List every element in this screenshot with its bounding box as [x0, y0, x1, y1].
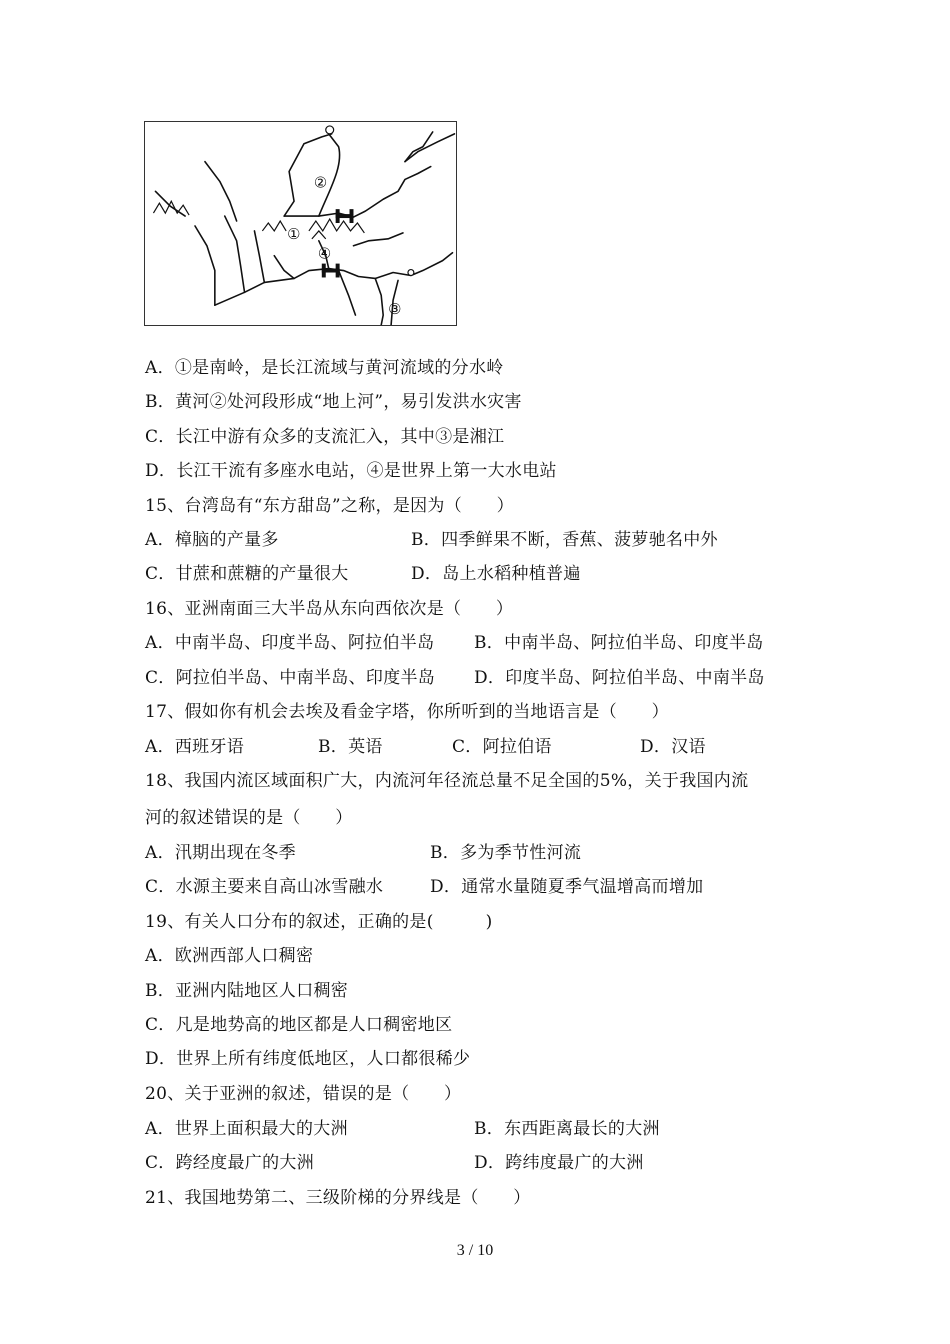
q14-option-a: A．①是南岭，是长江流域与黄河流域的分水岭: [145, 358, 504, 378]
page-number: 3 / 10: [456, 1242, 494, 1259]
q20-option-c: C．跨经度最广的大洲: [145, 1153, 315, 1173]
q16-option-b: B．中南半岛、阿拉伯半岛、印度半岛: [474, 633, 764, 653]
river-map-figure: [144, 121, 457, 326]
q17-option-d: D．汉语: [640, 737, 706, 757]
q19-option-c: C．凡是地势高的地区都是人口稠密地区: [145, 1015, 453, 1035]
map-label-2: ②: [313, 173, 328, 192]
q15-stem: 15、台湾岛有“东方甜岛”之称，是因为（ ）: [145, 496, 514, 516]
q20-stem: 20、关于亚洲的叙述，错误的是（ ）: [145, 1084, 462, 1104]
map-label-1: ①: [287, 224, 301, 243]
coast: [405, 134, 455, 162]
q17-option-c: C．阿拉伯语: [452, 737, 552, 757]
q19-option-a: A．欧洲西部人口稠密: [145, 946, 314, 966]
q19-option-b: B．亚洲内陆地区人口稠密: [145, 981, 349, 1001]
q14-option-c: C．长江中游有众多的支流汇入，其中③是湘江: [145, 427, 505, 447]
tributary-3: [254, 231, 264, 282]
map-label-3: ③: [388, 300, 402, 319]
tributary-7: [353, 233, 403, 246]
dams: [322, 209, 354, 277]
q15-option-a: A．樟脑的产量多: [145, 530, 279, 550]
yangtze-river: [215, 253, 453, 305]
q18-stem-line1: 18、我国内流区域面积广大，内流河年径流总量不足全国的5%，关于我国内流: [145, 771, 749, 791]
tributary-12: [339, 271, 356, 316]
q15-option-d: D．岛上水稻种植普遍: [411, 564, 581, 584]
q18-option-b: B．多为季节性河流: [430, 843, 582, 863]
tributary-9: [205, 162, 237, 221]
q18-option-c: C．水源主要来自高山冰雪融水: [145, 877, 384, 897]
q18-stem-line2: 河的叙述错误的是（ ）: [145, 808, 353, 828]
q15-option-b: B．四季鲜果不断，香蕉、菠萝驰名中外: [411, 530, 718, 550]
q15-option-c: C．甘蔗和蔗糖的产量很大: [145, 564, 349, 584]
q20-option-d: D．跨纬度最广的大洲: [474, 1153, 644, 1173]
mountain-marks: [153, 201, 364, 239]
q20-option-b: B．东西距离最长的大洲: [474, 1119, 660, 1139]
q16-stem: 16、亚洲南面三大半岛从东向西依次是（ ）: [145, 599, 514, 619]
tributary-1: [195, 226, 215, 305]
q19-stem: 19、有关人口分布的叙述，正确的是( ): [145, 912, 493, 932]
river-map-svg: [145, 122, 456, 325]
yellow-river: [284, 167, 431, 218]
q17-option-a: A．西班牙语: [145, 737, 245, 757]
q14-option-d: D．长江干流有多座水电站，④是世界上第一大水电站: [145, 461, 557, 481]
q17-stem: 17、假如你有机会去埃及看金字塔，你所听到的当地语言是（ ）: [145, 702, 669, 722]
q20-option-a: A．世界上面积最大的大洲: [145, 1119, 348, 1139]
map-label-4: ④: [317, 244, 332, 263]
tributary-11: [274, 256, 294, 279]
q18-option-a: A．汛期出现在冬季: [145, 843, 296, 863]
q18-option-d: D．通常水量随夏季气温增高而增加: [430, 877, 704, 897]
q14-option-b: B．黄河②处河段形成“地上河”，易引发洪水灾害: [145, 392, 522, 412]
q21-stem: 21、我国地势第二、三级阶梯的分界线是（ ）: [145, 1188, 531, 1208]
q19-option-d: D．世界上所有纬度低地区，人口都很稀少: [145, 1049, 471, 1069]
q16-option-d: D．印度半岛、阿拉伯半岛、中南半岛: [474, 668, 765, 688]
q16-option-c: C．阿拉伯半岛、中南半岛、印度半岛: [145, 668, 436, 688]
tributary-5: [375, 278, 383, 325]
q17-option-b: B．英语: [318, 737, 383, 757]
q16-option-a: A．中南半岛、印度半岛、阿拉伯半岛: [145, 633, 435, 653]
tributary-2: [225, 216, 245, 292]
